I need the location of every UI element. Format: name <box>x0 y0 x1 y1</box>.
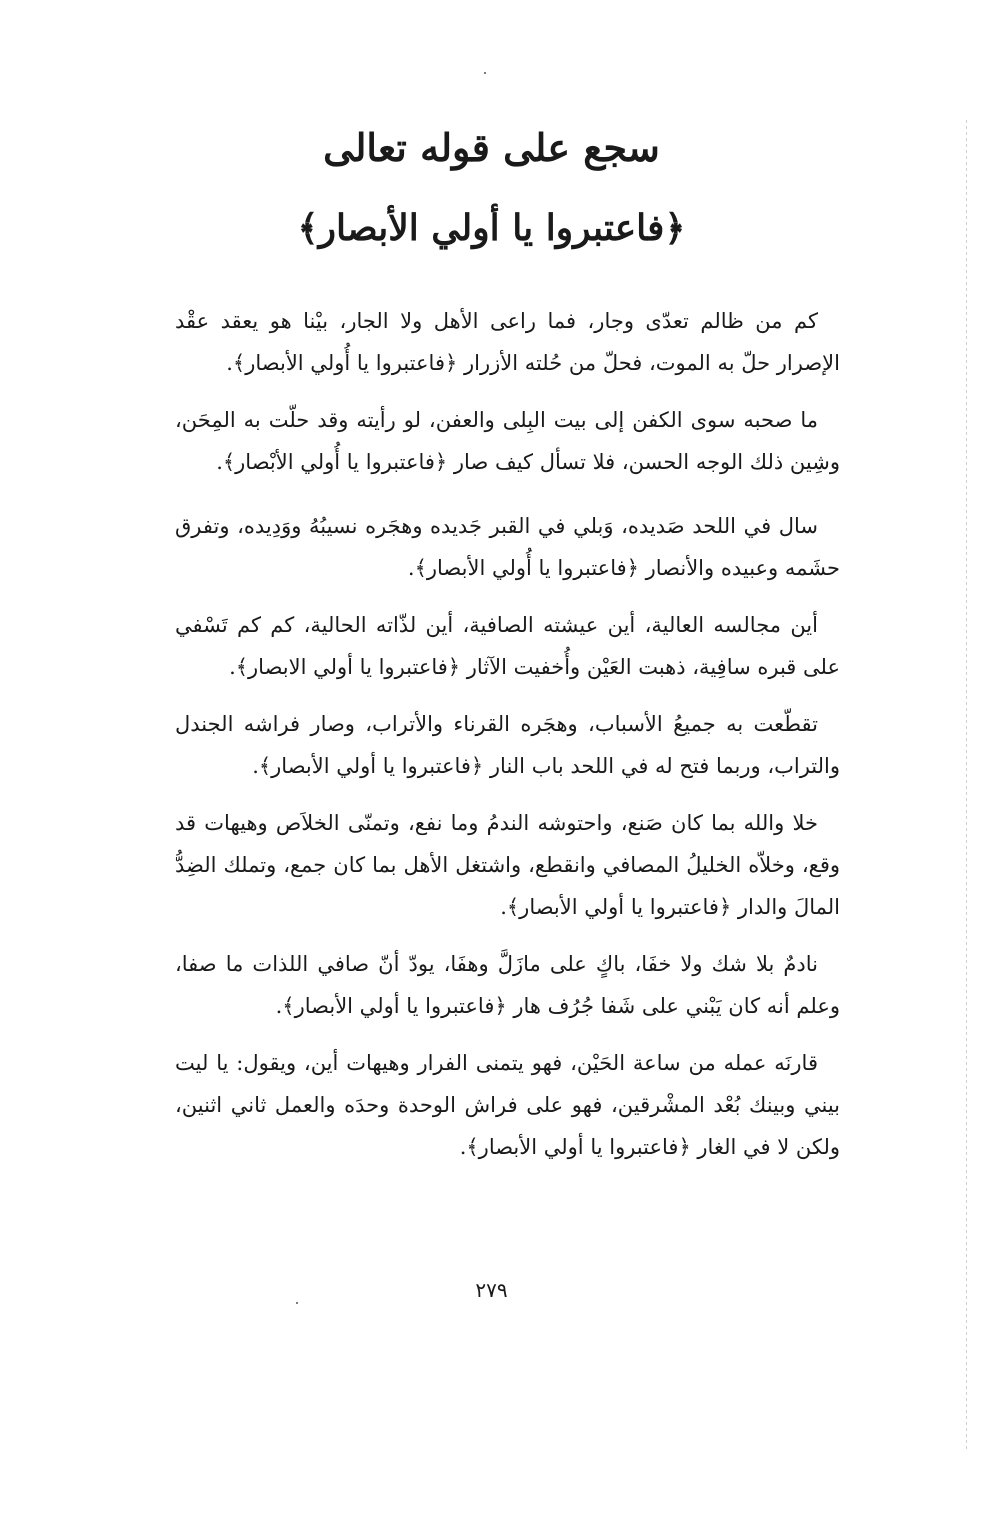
paragraph: تقطّعت به جميعُ الأسباب، وهجَره القرناء والأتراب، وصار فراشه الجندل والتراب، وربما فتح له في اللحد باب النار ﴿فاعتبروا يا أولي الأبصار﴾. <box>175 712 840 778</box>
page-number: ٢٧٩ <box>475 1278 508 1302</box>
paragraph: قارنَه عمله من ساعة الحَيْن، فهو يتمنى الفرار وهيهات أين، ويقول: يا ليت بيني وبينك بُعْد المشْرقين، فهو على فراش الوحدة وحدَه والعمل ثاني اثنين، ولكن لا في الغار ﴿فاعتبروا يا أولي الأبصار﴾. <box>175 1051 840 1159</box>
page-edge-line <box>966 120 967 1450</box>
chapter-title: سجع على قوله تعالى <box>323 125 660 170</box>
paragraph: أين مجالسه العالية، أين عيشته الصافية، أين لذّاته الحالية، كم كم تَسْفي على قبره سافِية، ذهبت العَيْن وأُخفيت الآثار ﴿فاعتبروا يا أولي الابصار﴾. <box>175 613 840 679</box>
paragraph: سال في اللحد صَديده، وَبلي في القبر جَديده وهجَره نسيبُهُ ووَدِيده، وتفرق حشَمه وعبيده والأنصار ﴿فاعتبروا يا أُولي الأبصار﴾. <box>175 514 840 580</box>
chapter-subtitle: ﴿فاعتبروا يا أولي الأبصار﴾ <box>297 207 686 249</box>
paragraph: نادمٌ بلا شك ولا خفَا، باكٍ على مازَلَّ وهفَا، يودّ أنّ صافي اللذات ما صفا، وعلم أنه كان يَبْني على شَفا جُرُف هار ﴿فاعتبروا يا أولي الأبصار﴾. <box>175 952 840 1018</box>
stray-dot <box>296 1302 298 1304</box>
paragraph: خلا والله بما كان صَنع، واحتوشه الندمُ وما نفع، وتمنّى الخلاَص وهيهات قد وقع، وخلاّه الخليلُ المصافي وانقطع، واشتغل الأهل بما كان جمع، وتملك الضِدُّ المالَ والدار ﴿فاعتبروا يا أولي الأبصار﴾. <box>175 811 840 919</box>
paragraph: كم من ظالم تعدّى وجار، فما راعى الأهل ولا الجار، بيْنا هو يعقد عقْد الإصرار حلّ به الموت، فحلّ من حُلته الأزرار ﴿فاعتبروا يا أُولي الأبصار﴾. <box>175 309 840 375</box>
body-text <box>175 300 840 1183</box>
paragraph: ما صحبه سوى الكفن إلى بيت البِلى والعفن، لو رأيته وقد حلّت به المِحَن، وشِين ذلك الوجه الحسن، فلا تسأل كيف صار ﴿فاعتبروا يا أُولي الأبْصار﴾. <box>175 408 840 474</box>
stray-dot <box>484 72 486 74</box>
